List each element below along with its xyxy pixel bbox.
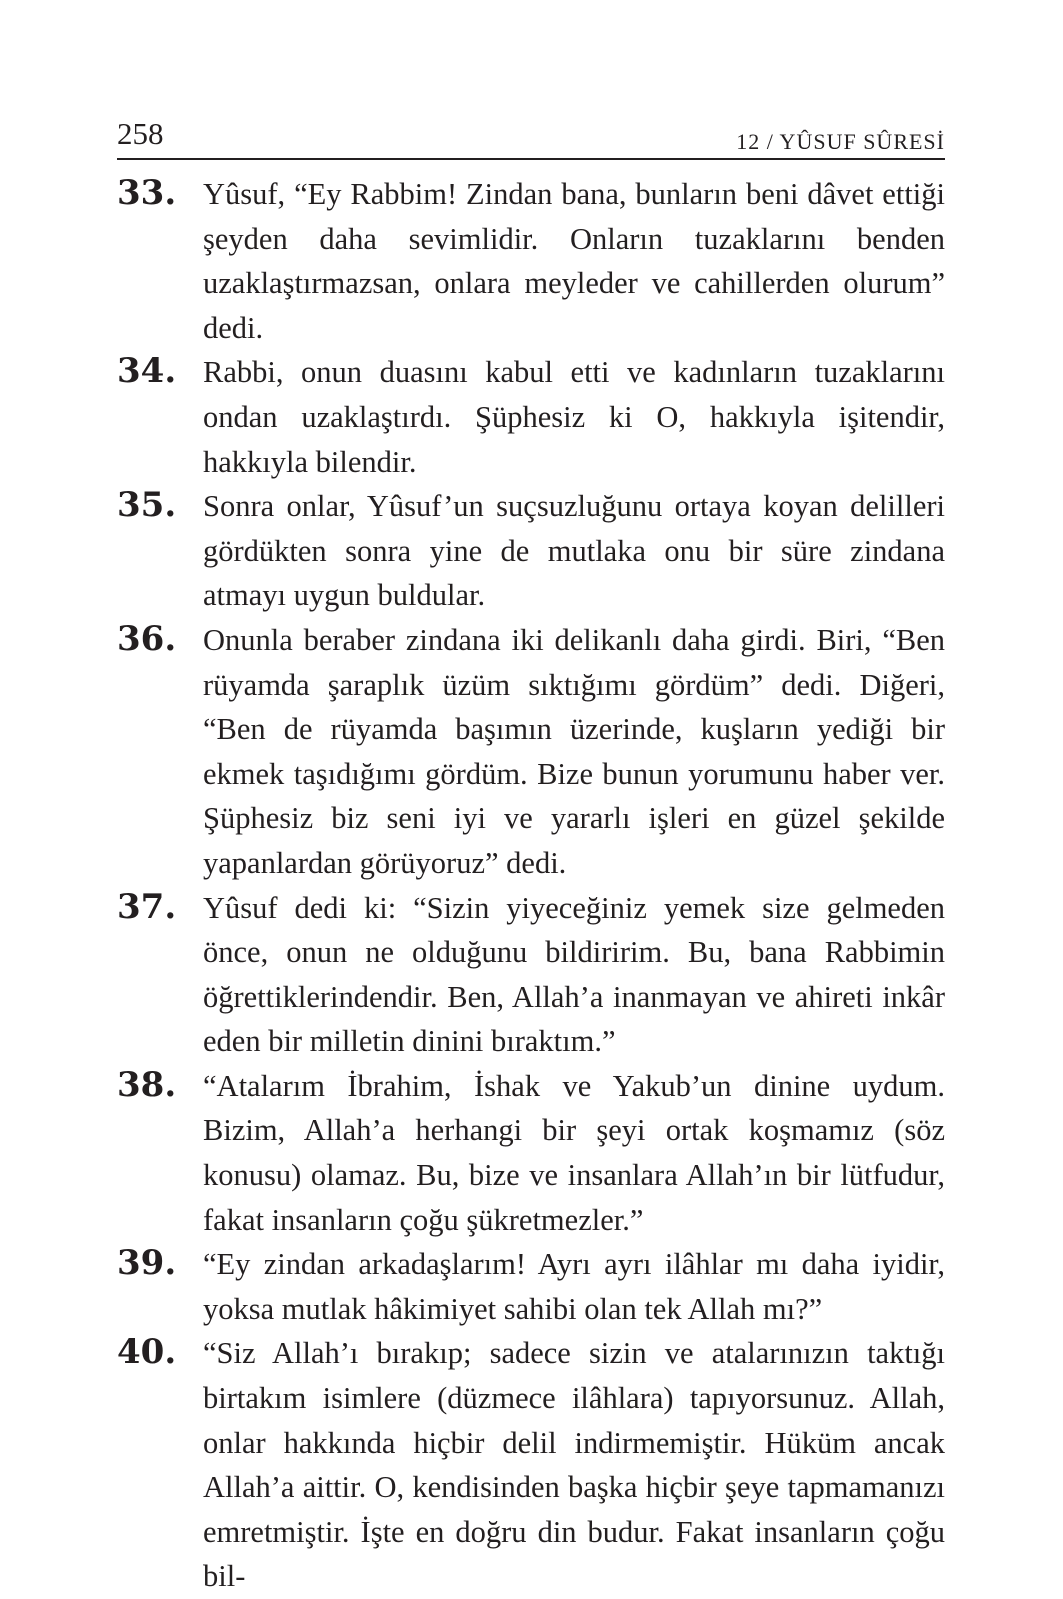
verse-text: Rabbi, onun duasını kabul etti ve kadınların tuzaklarını ondan uzaklaştırdı. Şüphesiz ki O, hakkıyla işitendir, hakkıyla bilendir.	[203, 355, 945, 479]
verse-number: 39.	[117, 1243, 177, 1284]
verse-39	[117, 1242, 945, 1331]
verse-list	[117, 172, 945, 1599]
verse-34	[117, 350, 945, 484]
verse-number: 35.	[117, 485, 177, 526]
page-header	[117, 112, 945, 160]
verse-text: Sonra onlar, Yûsuf’un suçsuzluğunu ortaya koyan delilleri gördükten sonra yine de mutlaka onu bir süre zindana atmayı uygun buldular.	[203, 489, 945, 613]
verse-text: “Ey zindan arkadaşlarım! Ayrı ayrı ilâhlar mı daha iyidir, yoksa mutlak hâkimiyet sahibi olan tek Allah mı?”	[203, 1247, 945, 1326]
verse-number: 36.	[117, 618, 177, 659]
verse-text: Onunla beraber zindana iki delikanlı daha girdi. Biri, “Ben rüyamda şaraplık üzüm sıktığımı gördüm” dedi. Diğeri, “Ben de rüyamda başımın üzerinde, kuşların yediği bir ekmek taşıdığımı gördüm. Bize bunun yorumunu haber ver. Şüphesiz biz seni iyi ve yararlı işleri en güzel şekilde yapanlardan görüyoruz” dedi.	[203, 622, 945, 880]
verse-38	[117, 1064, 945, 1242]
book-page	[117, 112, 945, 1599]
verse-text: “Siz Allah’ı bırakıp; sadece sizin ve atalarınızın taktığı birtakım isimlere (düzmece ilâhlara) tapıyorsunuz. Allah, onlar hakkında hiçbir delil indirmemiştir. Hüküm ancak Allah’a aittir. O, kendisinden başka hiçbir şeye tapmamanızı emretmiştir. İşte en doğru din budur. Fakat insanların çoğu bil-	[203, 1336, 945, 1594]
verse-text: Yûsuf dedi ki: “Sizin yiyeceğiniz yemek size gelmeden önce, onun ne olduğunu bildiririm. Bu, bana Rabbimin öğrettiklerindendir. Ben, Allah’a inanmayan ve ahireti inkâr eden bir milletin dinini bıraktım.”	[203, 890, 945, 1059]
page-number: 258	[117, 116, 164, 151]
verse-35	[117, 484, 945, 618]
verse-text: Yûsuf, “Ey Rabbim! Zindan bana, bunların beni dâvet ettiği şeyden daha sevimlidir. Onların tuzaklarını benden uzaklaştırmazsan, onlara meyleder ve cahillerden olurum” dedi.	[203, 177, 945, 345]
verse-36	[117, 618, 945, 886]
verse-number: 33.	[117, 173, 177, 213]
verse-number: 34.	[117, 351, 177, 392]
verse-text: “Atalarım İbrahim, İshak ve Yakub’un dinine uydum. Bizim, Allah’a herhangi bir şeyi ortak koşmamız (söz konusu) olamaz. Bu, bize ve insanlara Allah’ın bir lütfudur, fakat insanların çoğu şükretmezler.”	[203, 1068, 945, 1237]
verse-40	[117, 1331, 945, 1599]
verse-33	[117, 172, 945, 350]
verse-number: 38.	[117, 1064, 177, 1105]
verse-number: 40.	[117, 1332, 177, 1373]
verse-number: 37.	[117, 886, 177, 927]
running-title: 12 / YÛSUF SÛRESİ	[736, 129, 945, 154]
verse-37	[117, 886, 945, 1064]
